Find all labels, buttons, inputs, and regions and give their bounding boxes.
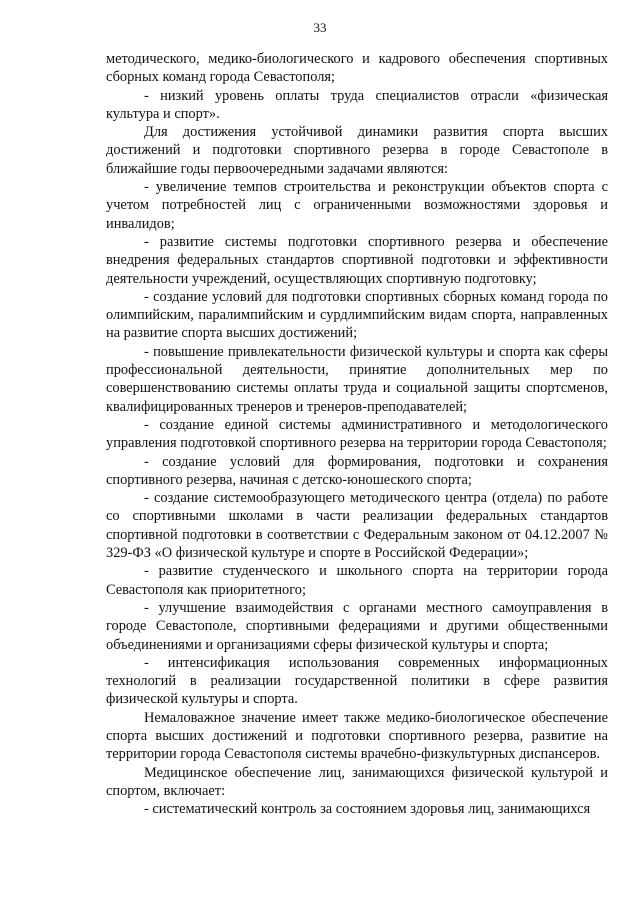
- paragraph: Немаловажное значение имеет также медико-биологическое обеспечение спорта высших достижений и подготовки спортивного резерва, развитие на территории города Севастополя системы врачебно-физкультурных диспансеров.: [106, 709, 608, 763]
- paragraph: - увеличение темпов строительства и реконструкции объектов спорта с учетом потребностей лиц с ограниченными возможностями здоровья и инвалидов;: [106, 179, 608, 232]
- body-text: [106, 50, 608, 818]
- paragraph: - создание условий для формирования, подготовки и сохранения спортивного резерва, начиная с детско-юношеского спорта;: [106, 453, 608, 488]
- paragraph: - интенсификация использования современных информационных технологий в реализации государственной политики в сфере развития физической культуры и спорта.: [106, 654, 608, 708]
- paragraph: - развитие студенческого и школьного спорта на территории города Севастополя как приоритетного;: [106, 563, 608, 598]
- paragraph: - повышение привлекательности физической культуры и спорта как сферы профессиональной деятельности, принятие дополнительных мер по совершенствованию системы оплаты труда и социальной защиты спортсменов, квалифицированных тренеров и тренеров-преподавателей;: [106, 343, 608, 415]
- page-number: 33: [313, 20, 327, 35]
- paragraph: методического, медико-биологического и кадрового обеспечения спортивных сборных команд города Севастополя;: [106, 51, 608, 86]
- paragraph: - систематический контроль за состоянием здоровья лиц, занимающихся: [144, 801, 591, 818]
- paragraph: - развитие системы подготовки спортивного резерва и обеспечение внедрения федеральных стандартов спортивной подготовки и эффективности деятельности учреждений, осуществляющих спортивную подготовку;: [106, 233, 608, 287]
- paragraph: - создание системообразующего методического центра (отдела) по работе со спортивными школами в части реализации федеральных стандартов спортивной подготовки в соответствии с Федеральным законом от 04.12.2007 № 329-ФЗ «О физической культуре и спорте в Российской Федерации»;: [106, 490, 608, 562]
- paragraph: - низкий уровень оплаты труда специалистов отрасли «физическая культура и спорт».: [106, 87, 608, 122]
- paragraph: Медицинское обеспечение лиц, занимающихся физической культурой и спортом, включает:: [106, 764, 608, 799]
- paragraph: - создание единой системы административного и методологического управления подготовкой спортивного резерва на территории города Севастополя;: [106, 416, 608, 452]
- paragraph: Для достижения устойчивой динамики развития спорта высших достижений и подготовки спортивного резерва в городе Севастополе в ближайшие годы первоочередными задачами являются:: [106, 124, 608, 177]
- paragraph: - создание условий для подготовки спортивных сборных команд города по олимпийским, паралимпийским и сурдлимпийским видам спорта, направленных на развитие спорта высших достижений;: [106, 288, 608, 342]
- paragraph: - улучшение взаимодействия с органами местного самоуправления в городе Севастополе, спортивными федерациями и другими общественными объединениями и организациями сферы физической культуры и спорта;: [106, 599, 608, 653]
